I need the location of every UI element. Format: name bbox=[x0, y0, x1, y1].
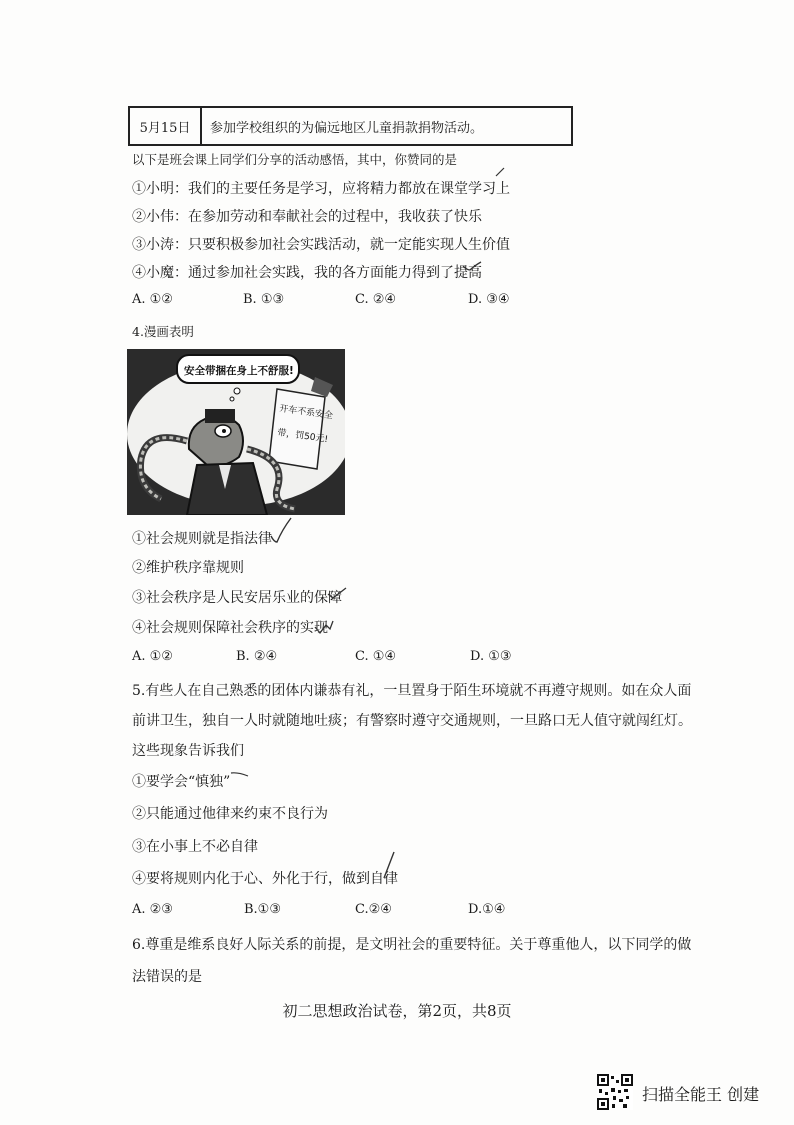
scanner-watermark: 扫描全能王 创建 bbox=[642, 1085, 760, 1104]
q5-statement-1: ①要学会“慎独” bbox=[132, 774, 231, 790]
pen-mark-icon bbox=[494, 166, 506, 178]
q3-stem: 以下是班会课上同学们分享的活动感悟，其中，你赞同的是 bbox=[132, 152, 458, 167]
check-mark-icon bbox=[270, 516, 292, 544]
table-row bbox=[129, 107, 572, 145]
q3-statement-3: ③小涛：只要积极参加社会实践活动，就一定能实现人生价值 bbox=[132, 237, 510, 253]
q4-stem: 4.漫画表明 bbox=[132, 324, 194, 339]
cartoon-sign-line1: 开车不系安全 bbox=[278, 404, 334, 422]
q4-statement-2: ②维护秩序靠规则 bbox=[132, 560, 244, 576]
q5-option-c: C.②④ bbox=[355, 902, 392, 917]
check-mark-icon bbox=[462, 258, 482, 274]
qr-code-icon bbox=[597, 1074, 633, 1110]
cartoon-image bbox=[127, 349, 345, 515]
q5-stem-line-1: 5.有些人在自己熟悉的团体内谦恭有礼，一旦置身于陌生环境就不再遵守规则。如在众人面 bbox=[132, 683, 692, 699]
q3-option-d: D. ③④ bbox=[468, 292, 510, 307]
activity-table bbox=[128, 106, 573, 146]
q5-option-d: D.①④ bbox=[468, 902, 506, 917]
pen-mark-icon bbox=[230, 770, 250, 780]
activity-date: 5月15日 bbox=[129, 107, 201, 145]
cartoon-bubble-text: 安全带捆在身上不舒服! bbox=[184, 365, 294, 377]
q4-option-b: B. ②④ bbox=[236, 649, 278, 664]
check-mark-icon bbox=[327, 586, 347, 600]
q3-option-c: C. ②④ bbox=[355, 292, 397, 307]
q4-option-a: A. ①② bbox=[132, 649, 173, 664]
q4-statement-3: ③社会秩序是人民安居乐业的保障 bbox=[132, 590, 342, 606]
check-mark-icon bbox=[314, 617, 334, 635]
q4-statement-4: ④社会规则保障社会秩序的实现 bbox=[132, 620, 328, 636]
q5-option-a: A. ②③ bbox=[132, 902, 173, 917]
q5-statement-4: ④要将规则内化于心、外化于行，做到自律 bbox=[132, 871, 398, 887]
q3-option-a: A. ①② bbox=[132, 292, 173, 307]
q6-stem-line-2: 法错误的是 bbox=[132, 969, 202, 985]
q5-stem-line-2: 前讲卫生，独自一人时就随地吐痰；有警察时遵守交通规则，一旦路口无人值守就闯红灯。 bbox=[132, 713, 692, 729]
q3-option-b: B. ①③ bbox=[243, 292, 285, 307]
q5-stem-line-3: 这些现象告诉我们 bbox=[132, 743, 244, 759]
q5-option-b: B.①③ bbox=[244, 902, 281, 917]
q6-stem-line-1: 6.尊重是维系良好人际关系的前提，是文明社会的重要特征。关于尊重他人，以下同学的做 bbox=[132, 937, 692, 953]
q4-option-c: C. ①④ bbox=[355, 649, 397, 664]
check-mark-icon bbox=[382, 850, 396, 880]
cartoon-sign-line2: 带，罚50元! bbox=[276, 428, 329, 446]
q5-statement-2: ②只能通过他律来约束不良行为 bbox=[132, 806, 328, 822]
q3-statement-4: ④小魔：通过参加社会实践，我的各方面能力得到了提高 bbox=[132, 265, 482, 281]
q3-statement-2: ②小伟：在参加劳动和奉献社会的过程中，我收获了快乐 bbox=[132, 209, 482, 225]
activity-description: 参加学校组织的为偏远地区儿童捐款捐物活动。 bbox=[201, 107, 572, 145]
q4-option-d: D. ①③ bbox=[470, 649, 512, 664]
page-footer: 初二思想政治试卷，第2页，共8页 bbox=[282, 1002, 512, 1020]
q4-statement-1: ①社会规则就是指法律 bbox=[132, 531, 272, 547]
q5-statement-3: ③在小事上不必自律 bbox=[132, 839, 258, 855]
q3-statement-1: ①小明：我们的主要任务是学习，应将精力都放在课堂学习上 bbox=[132, 181, 510, 197]
